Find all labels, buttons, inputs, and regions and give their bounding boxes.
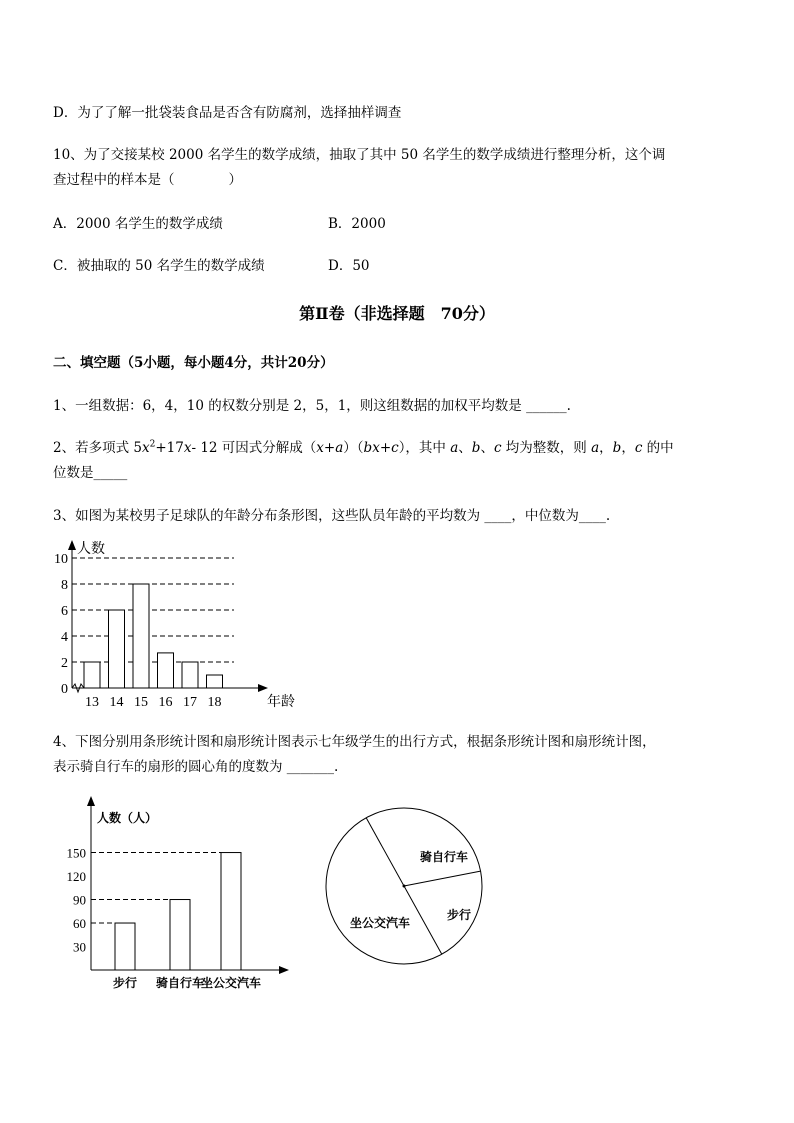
q2-var: bx [363, 440, 380, 456]
q10-option-a: A．2000 名学生的数学成绩 [53, 216, 223, 232]
y-axis-label: 人数 [77, 542, 105, 557]
q2-text-part: 均为整数，则 [501, 440, 592, 456]
q2-var: c [634, 440, 643, 456]
q2-var: c [493, 440, 502, 456]
q2-text-part: + [323, 440, 336, 456]
bar [115, 923, 135, 970]
bar [207, 675, 223, 688]
q4-line2: 表示骑自行车的扇形的圆心角的度数为 _______. [53, 759, 339, 775]
q2-var: b [471, 440, 481, 456]
q4-line1: 4、下图分别用条形统计图和扇形统计图表示七年级学生的出行方式，根据条形统计图和扇形统计图， [53, 734, 656, 750]
q2-text-part: 、 [480, 440, 494, 456]
y-axis-arrow [68, 540, 76, 550]
pie-slice-label: 步行 [447, 908, 472, 922]
x-axis-label: 年龄 [267, 695, 295, 710]
q2-text-part: - 12 可因式分解成（ [191, 440, 317, 456]
q10-option-b: B．2000 [328, 216, 386, 232]
x-tick-label: 16 [158, 695, 173, 710]
q2-exponent: 2 [149, 439, 156, 450]
q9-option-d: D．为了了解一批袋装食品是否含有防腐剂，选择抽样调查 [53, 105, 402, 121]
y-tick-label: 6 [61, 604, 68, 619]
q2-var: x [141, 440, 150, 456]
q2-text-part: + [379, 440, 392, 456]
q2-var: a [591, 440, 600, 456]
q10-option-d: D．50 [328, 258, 370, 274]
q1-text: 1、一组数据：6，4，10 的权数分别是 2，5，1，则这组数据的加权平均数是 ______. [53, 398, 571, 414]
x-axis-arrow [279, 966, 289, 974]
x-axis-arrow [258, 684, 268, 692]
q10-option-c: C．被抽取的 50 名学生的数学成绩 [53, 258, 265, 274]
y-tick-label: 4 [61, 630, 68, 645]
bar [84, 662, 100, 688]
q10-stem-line2: 查过程中的样本是（ ） [53, 172, 242, 188]
q10-stem-line1: 10、为了交接某校 2000 名学生的数学成绩，抽取了其中 50 名学生的数学成绩进行整理分析，这个调 [53, 147, 666, 163]
transport-bar-chart [55, 790, 305, 1000]
x-tick-label: 坐公交汽车 [200, 976, 262, 990]
y-tick-label: 120 [66, 869, 86, 885]
y-tick-label: 90 [73, 892, 86, 908]
age-chart-group [54, 540, 295, 710]
x-tick-label: 骑自行车 [155, 976, 205, 990]
x-tick-label: 步行 [112, 976, 138, 990]
q2-var: b [612, 440, 622, 456]
q2-var: x [183, 440, 192, 456]
bar [109, 610, 125, 688]
transport-chart-group [67, 796, 290, 990]
bar [133, 584, 149, 688]
y-tick-label: 2 [61, 656, 68, 671]
y-axis-label: 人数（人） [97, 811, 158, 825]
y-tick-label: 10 [54, 552, 68, 567]
q2-text-part: +17 [155, 440, 184, 456]
q3-text: 3、如图为某校男子足球队的年龄分布条形图，这些队员年龄的平均数为 ____，中位数为____. [53, 508, 611, 524]
q2-text-part: 、 [458, 440, 472, 456]
q2-text-part: ）（ [343, 440, 364, 456]
y-tick-label: 150 [66, 845, 86, 861]
fill-heading: 二、填空题（5小题，每小题4分，共计20分） [53, 355, 334, 371]
x-tick-label: 14 [109, 695, 124, 710]
pie-chart-group [326, 808, 482, 964]
q2-text-part: 的中 [642, 440, 674, 456]
bar [158, 653, 174, 688]
age-bar-chart [52, 536, 295, 716]
bar [182, 662, 198, 688]
q2-text-part: ， [599, 440, 613, 456]
y-tick-label: 8 [61, 578, 68, 593]
bar [170, 900, 190, 970]
q2-var: a [450, 440, 459, 456]
x-tick-label: 18 [207, 695, 222, 710]
pie-slice-label: 骑自行车 [420, 850, 469, 864]
q2-line2: 位数是_____ [53, 465, 128, 481]
q2-var: a [335, 440, 344, 456]
transport-pie-chart [320, 806, 490, 966]
q2-var: x [316, 440, 324, 456]
x-tick-label: 17 [183, 695, 197, 710]
pie-slice-label: 坐公交汽车 [350, 916, 411, 930]
pie-center [403, 885, 406, 888]
y-tick-label: 30 [73, 939, 86, 955]
q2-line1 [53, 436, 674, 456]
q2-var: c [391, 440, 399, 456]
q2-text-part: ），其中 [398, 440, 451, 456]
y-tick-label: 60 [73, 916, 86, 932]
q2-text-part: 2、若多项式 5 [53, 440, 142, 456]
q2-text-part: ， [621, 440, 635, 456]
bar [221, 853, 241, 970]
x-tick-label: 15 [134, 695, 148, 710]
section-title: 第Ⅱ卷（非选择题 70分） [299, 304, 495, 323]
y-tick-label: 0 [61, 682, 68, 697]
x-tick-label: 13 [85, 695, 99, 710]
y-axis-arrow [87, 796, 95, 806]
